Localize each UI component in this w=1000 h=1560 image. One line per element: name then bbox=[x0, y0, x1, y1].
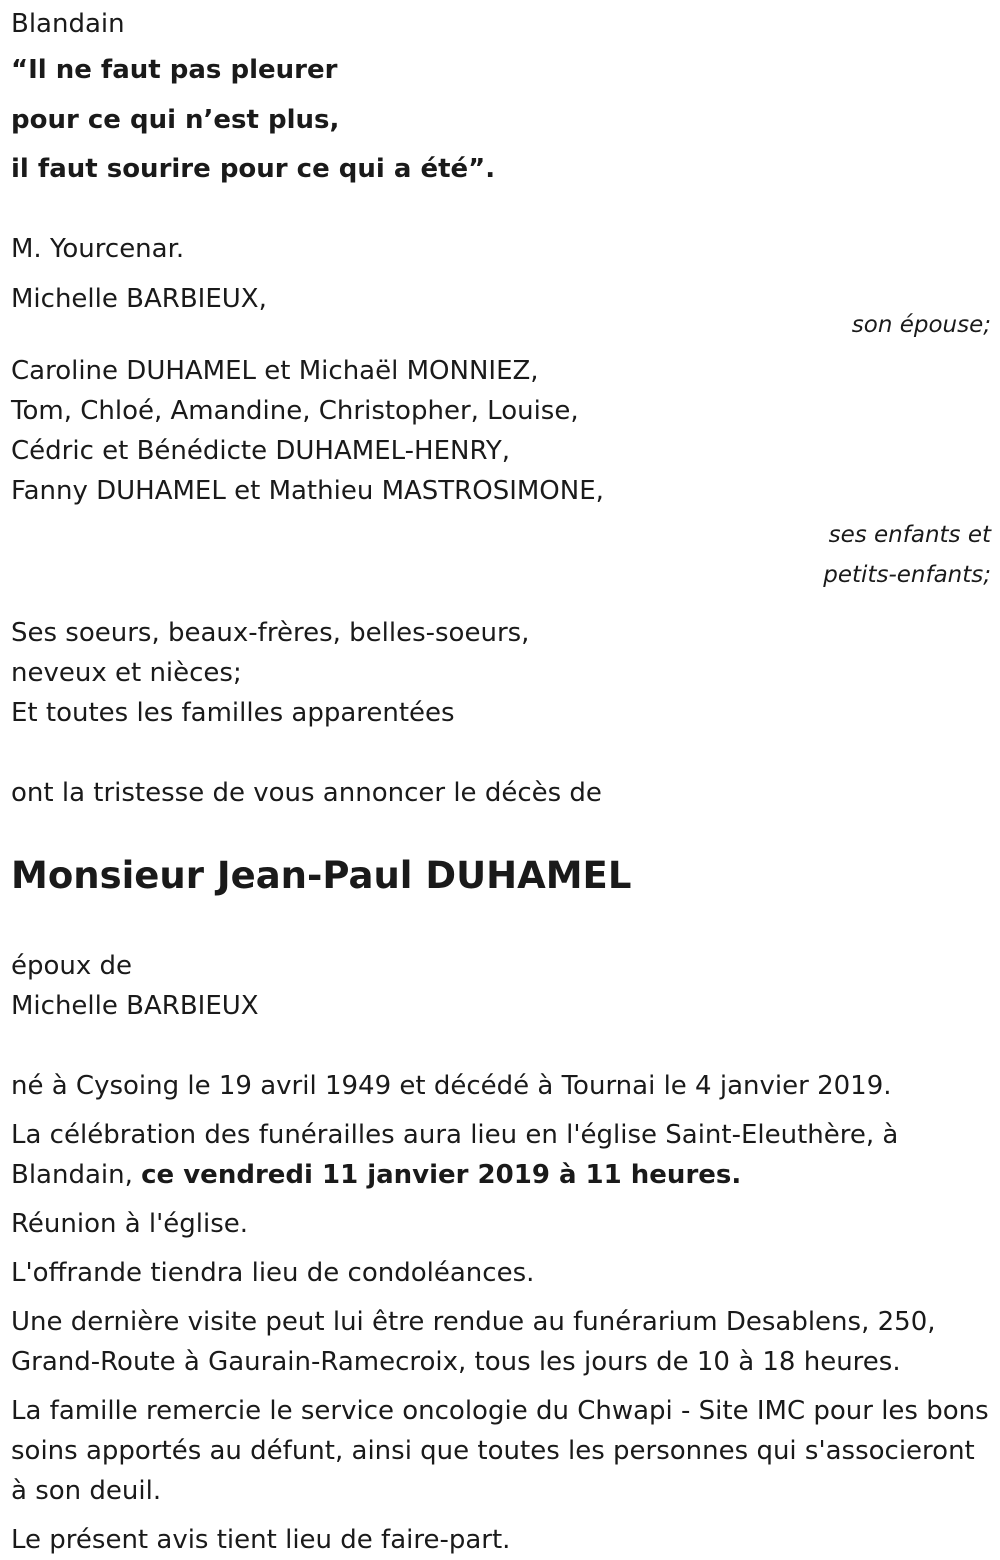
visit-text: Une dernière visite peut lui être rendue au funérarium Desablens, 250, Grand-Route à Gaurain-Ramecroix, tous les jours de 10 à 18 heures. bbox=[11, 1306, 936, 1377]
children-role: ses enfants et bbox=[828, 521, 991, 548]
child-line: Fanny DUHAMEL et Mathieu MASTROSIMONE, bbox=[11, 475, 604, 506]
funeral-date: ce vendredi 11 janvier 2019 à 11 heures. bbox=[141, 1159, 742, 1190]
quote-block bbox=[11, 46, 991, 195]
child-line: Caroline DUHAMEL et Michaël MONNIEZ, bbox=[11, 355, 539, 386]
announcement-intro: ont la tristesse de vous annoncer le décès de bbox=[11, 777, 602, 808]
relatives-line: Et toutes les familles apparentées bbox=[11, 697, 455, 728]
spouse-role: son épouse; bbox=[851, 311, 991, 338]
spouse-of-label: époux de bbox=[11, 950, 133, 981]
funeral-location: La célébration des funérailles aura lieu en l'église Saint-Eleuthère, à Blandain, bbox=[11, 1119, 899, 1190]
child-line: Cédric et Bénédicte DUHAMEL-HENRY, bbox=[11, 435, 511, 466]
quote-line: pour ce qui n’est plus, bbox=[11, 104, 340, 135]
deceased-name: Monsieur Jean-Paul DUHAMEL bbox=[11, 853, 632, 897]
quote-author: M. Yourcenar. bbox=[11, 233, 185, 264]
offering-text: L'offrande tiendra lieu de condoléances. bbox=[11, 1257, 535, 1288]
spouse-name: Michelle BARBIEUX, bbox=[11, 283, 267, 314]
children-block bbox=[11, 351, 991, 511]
meeting-text: Réunion à l'église. bbox=[11, 1208, 249, 1239]
spouse-of-name: Michelle BARBIEUX bbox=[11, 990, 259, 1021]
quote-line: “Il ne faut pas pleurer bbox=[11, 55, 338, 85]
location-text: Blandain bbox=[11, 9, 125, 39]
relatives-line: Ses soeurs, beaux-frères, belles-soeurs, bbox=[11, 617, 530, 648]
quote-line: il faut sourire pour ce qui a été”. bbox=[11, 154, 496, 184]
notice-text: Le présent avis tient lieu de faire-part. bbox=[11, 1524, 511, 1555]
child-line: Tom, Chloé, Amandine, Christopher, Louise, bbox=[11, 395, 579, 426]
thanks-text: La famille remercie le service oncologie du Chwapi - Site IMC pour les bons soins apportés au défunt, ainsi que toutes les personnes qui s'associeront à son deuil. bbox=[11, 1395, 989, 1506]
children-role: petits-enfants; bbox=[823, 561, 991, 588]
relatives-line: neveux et nièces; bbox=[11, 657, 242, 688]
funeral-text bbox=[11, 1115, 991, 1195]
obituary-notice bbox=[11, 4, 991, 1560]
relatives-block bbox=[11, 613, 991, 733]
birth-death-text: né à Cysoing le 19 avril 1949 et décédé à Tournai le 4 janvier 2019. bbox=[11, 1070, 892, 1101]
